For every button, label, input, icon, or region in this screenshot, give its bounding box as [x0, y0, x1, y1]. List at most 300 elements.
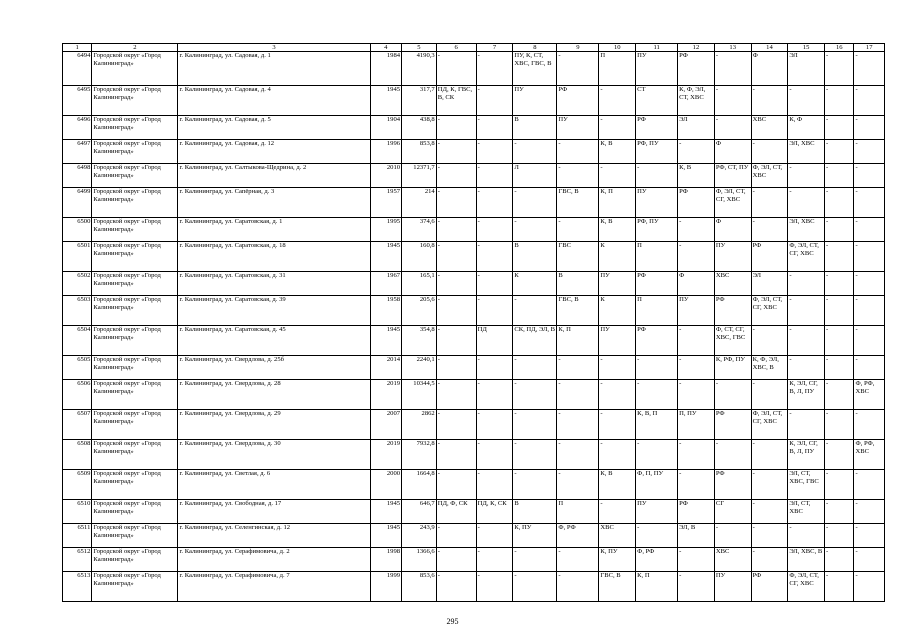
- table-cell: 438,8: [402, 116, 437, 140]
- table-cell: 1945: [370, 500, 401, 524]
- table-cell: -: [599, 500, 636, 524]
- table-cell: К, Ф, ЭЛ, ХВС, В: [751, 356, 788, 380]
- table-cell: г. Калининград, ул. Садовая, д. 4: [178, 86, 370, 116]
- table-cell: г. Калининград, ул. Свердлова, д. 28: [178, 380, 370, 410]
- table-cell: ПУ, К, СТ, ХВС, ГВС, В: [513, 52, 557, 86]
- table-cell: Городской округ «Город Калининград»: [92, 572, 178, 602]
- table-cell: ЭЛ, ХВС, В: [788, 548, 825, 572]
- table-cell: 6513: [63, 572, 92, 602]
- table-cell: 1904: [370, 116, 401, 140]
- table-cell: Ф: [714, 218, 751, 242]
- table-cell: -: [636, 356, 678, 380]
- table-cell: г. Калининград, ул. Свердлова, д. 30: [178, 440, 370, 470]
- table-cell: 6510: [63, 500, 92, 524]
- table-cell: -: [714, 380, 751, 410]
- table-cell: 6501: [63, 242, 92, 272]
- table-cell: РФ: [557, 86, 599, 116]
- table-cell: Ф, РФ: [636, 548, 678, 572]
- page-number: 295: [446, 617, 459, 626]
- table-cell: В: [513, 116, 557, 140]
- table-cell: П: [557, 500, 599, 524]
- table-cell: Ф, РФ, ХВС: [854, 440, 885, 470]
- table-cell: 6508: [63, 440, 92, 470]
- table-cell: -: [557, 470, 599, 500]
- table-cell: -: [854, 164, 885, 188]
- table-row: [63, 296, 885, 326]
- table-cell: Ф, ЭЛ, СТ, ХВС: [751, 164, 788, 188]
- table-cell: 1957: [370, 188, 401, 218]
- register-table: [62, 43, 885, 602]
- table-cell: 2007: [370, 410, 401, 440]
- table-cell: -: [476, 380, 513, 410]
- table-cell: -: [854, 296, 885, 326]
- table-cell: К, В: [599, 218, 636, 242]
- table-cell: ГВС, В: [557, 188, 599, 218]
- table-cell: -: [678, 440, 715, 470]
- table-row: [63, 242, 885, 272]
- table-cell: -: [436, 272, 476, 296]
- table-cell: -: [825, 52, 854, 86]
- table-cell: ЭЛ: [751, 272, 788, 296]
- table-cell: 6507: [63, 410, 92, 440]
- table-cell: ПУ: [636, 52, 678, 86]
- table-cell: 243,9: [402, 524, 437, 548]
- table-row: [63, 272, 885, 296]
- table-cell: 2010: [370, 164, 401, 188]
- table-cell: ПД, Ф, СК: [436, 500, 476, 524]
- table-cell: ЭЛ, ХВС: [788, 140, 825, 164]
- table-cell: 1945: [370, 326, 401, 356]
- table-cell: Городской округ «Город Калининград»: [92, 440, 178, 470]
- table-cell: -: [825, 356, 854, 380]
- table-cell: -: [513, 296, 557, 326]
- table-cell: В: [513, 500, 557, 524]
- table-cell: П: [636, 242, 678, 272]
- table-cell: ГВС, В: [557, 296, 599, 326]
- table-cell: -: [599, 116, 636, 140]
- table-row: [63, 572, 885, 602]
- column-number: 15: [788, 44, 825, 52]
- table-cell: -: [513, 548, 557, 572]
- table-cell: Городской округ «Город Калининград»: [92, 140, 178, 164]
- table-cell: РФ, ПУ: [636, 218, 678, 242]
- table-cell: 1996: [370, 140, 401, 164]
- table-cell: -: [636, 524, 678, 548]
- table-cell: 6494: [63, 52, 92, 86]
- table-cell: г. Калининград, ул. Свердлова, д. 29: [178, 410, 370, 440]
- column-number: 17: [854, 44, 885, 52]
- table-cell: 7932,8: [402, 440, 437, 470]
- table-cell: -: [788, 356, 825, 380]
- table-cell: РФ: [714, 296, 751, 326]
- table-cell: П: [599, 52, 636, 86]
- table-cell: -: [854, 470, 885, 500]
- table-cell: -: [476, 470, 513, 500]
- table-cell: 1664,8: [402, 470, 437, 500]
- table-cell: -: [854, 140, 885, 164]
- table-cell: -: [513, 380, 557, 410]
- table-cell: -: [825, 440, 854, 470]
- table-row: [63, 116, 885, 140]
- table-cell: В: [557, 272, 599, 296]
- table-cell: -: [714, 524, 751, 548]
- table-cell: -: [599, 356, 636, 380]
- table-cell: -: [476, 356, 513, 380]
- table-cell: -: [476, 116, 513, 140]
- table-cell: -: [436, 548, 476, 572]
- table-cell: ХВС: [751, 116, 788, 140]
- table-cell: -: [599, 86, 636, 116]
- table-cell: -: [825, 242, 854, 272]
- table-cell: г. Калининград, ул. Саратовская, д. 1: [178, 218, 370, 242]
- table-cell: -: [825, 218, 854, 242]
- table-cell: ПД: [476, 326, 513, 356]
- table-cell: г. Калининград, ул. Свердлова, д. 25б: [178, 356, 370, 380]
- table-cell: -: [854, 500, 885, 524]
- table-cell: 6512: [63, 548, 92, 572]
- table-cell: -: [513, 572, 557, 602]
- table-row: [63, 524, 885, 548]
- table-cell: -: [557, 548, 599, 572]
- table-cell: -: [476, 52, 513, 86]
- table-cell: ХВС: [714, 548, 751, 572]
- table-cell: -: [476, 272, 513, 296]
- table-cell: -: [825, 548, 854, 572]
- table-cell: -: [788, 410, 825, 440]
- table-cell: -: [678, 356, 715, 380]
- table-cell: 1998: [370, 548, 401, 572]
- table-cell: -: [825, 116, 854, 140]
- table-cell: -: [476, 242, 513, 272]
- table-cell: Городской округ «Город Калининград»: [92, 356, 178, 380]
- table-cell: СТ: [636, 86, 678, 116]
- table-cell: -: [854, 218, 885, 242]
- table-cell: -: [678, 326, 715, 356]
- table-cell: -: [788, 188, 825, 218]
- table-cell: Ф, СТ, СГ, ХВС, ГВС: [714, 326, 751, 356]
- table-cell: г. Калининград, ул. Садовая, д. 1: [178, 52, 370, 86]
- table-cell: -: [751, 140, 788, 164]
- table-cell: Городской округ «Город Калининград»: [92, 188, 178, 218]
- table-cell: ПД, К, СК: [476, 500, 513, 524]
- table-cell: -: [854, 272, 885, 296]
- table-cell: РФ: [636, 326, 678, 356]
- column-number: 9: [557, 44, 599, 52]
- table-cell: -: [636, 164, 678, 188]
- table-cell: -: [854, 242, 885, 272]
- table-cell: -: [678, 548, 715, 572]
- table-cell: -: [476, 572, 513, 602]
- table-cell: Ф: [714, 140, 751, 164]
- table-cell: 853,6: [402, 572, 437, 602]
- table-cell: -: [788, 272, 825, 296]
- table-cell: -: [557, 380, 599, 410]
- table-cell: 2019: [370, 380, 401, 410]
- table-cell: г. Калининград, ул. Сапёрная, д. 3: [178, 188, 370, 218]
- table-cell: К, Ф: [788, 116, 825, 140]
- table-cell: -: [476, 140, 513, 164]
- table-cell: РФ: [678, 500, 715, 524]
- table-cell: Городской округ «Город Калининград»: [92, 272, 178, 296]
- table-cell: -: [557, 218, 599, 242]
- table-cell: -: [436, 52, 476, 86]
- table-cell: 1967: [370, 272, 401, 296]
- table-cell: -: [788, 296, 825, 326]
- table-row: [63, 326, 885, 356]
- table-cell: -: [436, 218, 476, 242]
- table-cell: 2019: [370, 440, 401, 470]
- table-cell: -: [751, 86, 788, 116]
- table-cell: 6511: [63, 524, 92, 548]
- table-cell: К, В: [599, 140, 636, 164]
- table-cell: ПУ: [714, 572, 751, 602]
- table-cell: ПУ: [636, 500, 678, 524]
- table-cell: Городской округ «Город Калининград»: [92, 524, 178, 548]
- table-cell: -: [825, 272, 854, 296]
- table-cell: -: [825, 410, 854, 440]
- table-cell: -: [714, 86, 751, 116]
- table-cell: Городской округ «Город Калининград»: [92, 296, 178, 326]
- table-cell: г. Калининград, ул. Садовая, д. 12: [178, 140, 370, 164]
- table-cell: ЭЛ, ХВС: [788, 218, 825, 242]
- table-cell: -: [714, 52, 751, 86]
- table-cell: -: [557, 410, 599, 440]
- table-cell: РФ: [636, 272, 678, 296]
- table-cell: ПУ: [678, 296, 715, 326]
- table-cell: 12371,7: [402, 164, 437, 188]
- table-cell: К: [513, 272, 557, 296]
- table-cell: 6502: [63, 272, 92, 296]
- table-cell: -: [476, 440, 513, 470]
- table-cell: Ф, П, ПУ: [636, 470, 678, 500]
- table-cell: -: [557, 52, 599, 86]
- table-cell: г. Калининград, ул. Серафимовича, д. 7: [178, 572, 370, 602]
- table-cell: 2000: [370, 470, 401, 500]
- table-cell: -: [854, 410, 885, 440]
- table-cell: 6504: [63, 326, 92, 356]
- table-cell: 2014: [370, 356, 401, 380]
- table-cell: -: [854, 548, 885, 572]
- table-cell: РФ: [678, 188, 715, 218]
- table-cell: К, В, П: [636, 410, 678, 440]
- table-cell: -: [714, 440, 751, 470]
- table-cell: -: [557, 140, 599, 164]
- table-row: [63, 188, 885, 218]
- table-row: [63, 164, 885, 188]
- table-cell: П: [636, 296, 678, 326]
- table-cell: Городской округ «Город Калининград»: [92, 326, 178, 356]
- table-cell: 214: [402, 188, 437, 218]
- table-cell: ХВС: [599, 524, 636, 548]
- table-cell: -: [476, 548, 513, 572]
- table-cell: -: [751, 218, 788, 242]
- table-cell: г. Калининград, ул. Свободная, д. 17: [178, 500, 370, 524]
- table-cell: 4190,3: [402, 52, 437, 86]
- table-cell: ЭЛ, СТ, ХВС: [788, 500, 825, 524]
- table-cell: ЭЛ, СТ, ХВС, ГВС: [788, 470, 825, 500]
- table-cell: -: [751, 500, 788, 524]
- table-cell: Городской округ «Город Калининград»: [92, 410, 178, 440]
- table-cell: -: [825, 380, 854, 410]
- table-cell: 6496: [63, 116, 92, 140]
- table-cell: ПУ: [714, 242, 751, 272]
- table-cell: -: [436, 326, 476, 356]
- table-cell: -: [678, 470, 715, 500]
- table-cell: ЭЛ: [788, 52, 825, 86]
- table-cell: ХВС: [714, 272, 751, 296]
- table-cell: -: [513, 356, 557, 380]
- table-cell: -: [599, 440, 636, 470]
- table-cell: 6495: [63, 86, 92, 116]
- table-cell: К: [599, 242, 636, 272]
- table-cell: -: [825, 296, 854, 326]
- table-cell: 374,6: [402, 218, 437, 242]
- table-row: [63, 52, 885, 86]
- table-cell: Городской округ «Город Калининград»: [92, 218, 178, 242]
- column-number: 1: [63, 44, 92, 52]
- table-cell: 165,1: [402, 272, 437, 296]
- table-cell: РФ, ПУ: [636, 140, 678, 164]
- table-cell: -: [476, 524, 513, 548]
- column-number: 2: [92, 44, 178, 52]
- table-cell: -: [436, 140, 476, 164]
- table-cell: -: [436, 440, 476, 470]
- table-cell: К, ЭЛ, СГ, В, Л, ПУ: [788, 380, 825, 410]
- table-cell: Городской округ «Город Калининград»: [92, 500, 178, 524]
- table-cell: 354,8: [402, 326, 437, 356]
- table-cell: -: [854, 86, 885, 116]
- table-cell: -: [788, 524, 825, 548]
- table-cell: Городской округ «Город Калининград»: [92, 548, 178, 572]
- table-cell: -: [636, 440, 678, 470]
- table-cell: 317,7: [402, 86, 437, 116]
- table-cell: -: [678, 242, 715, 272]
- table-cell: К, РФ, ПУ: [714, 356, 751, 380]
- column-number: 5: [402, 44, 437, 52]
- table-cell: г. Калининград, ул. Светлая, д. 6: [178, 470, 370, 500]
- table-cell: г. Калининград, ул. Селенгинская, д. 12: [178, 524, 370, 548]
- table-cell: -: [678, 572, 715, 602]
- table-cell: К, П: [599, 188, 636, 218]
- table-cell: -: [476, 86, 513, 116]
- table-cell: ПУ: [599, 326, 636, 356]
- table-cell: К, П: [557, 326, 599, 356]
- table-cell: -: [825, 188, 854, 218]
- table-cell: -: [825, 140, 854, 164]
- table-cell: -: [788, 326, 825, 356]
- table-row: [63, 140, 885, 164]
- table-cell: -: [436, 188, 476, 218]
- table-cell: -: [436, 470, 476, 500]
- table-cell: г. Калининград, ул. Саратовская, д. 18: [178, 242, 370, 272]
- table-cell: -: [751, 470, 788, 500]
- table-cell: П, ПУ: [678, 410, 715, 440]
- table-cell: 6497: [63, 140, 92, 164]
- table-cell: -: [476, 188, 513, 218]
- table-cell: -: [436, 242, 476, 272]
- table-cell: РФ: [714, 470, 751, 500]
- table-cell: -: [513, 410, 557, 440]
- column-number: 7: [476, 44, 513, 52]
- table-cell: Л: [513, 164, 557, 188]
- table-cell: РФ: [714, 410, 751, 440]
- column-number: 8: [513, 44, 557, 52]
- table-cell: 646,7: [402, 500, 437, 524]
- table-cell: Ф, ЭЛ, СТ, СГ, ХВС: [714, 188, 751, 218]
- table-cell: -: [436, 380, 476, 410]
- table-cell: -: [825, 524, 854, 548]
- table-cell: В: [513, 242, 557, 272]
- table-cell: -: [825, 86, 854, 116]
- table-cell: -: [436, 116, 476, 140]
- table-cell: -: [476, 218, 513, 242]
- table-cell: ГВС, В: [599, 572, 636, 602]
- table-cell: -: [599, 164, 636, 188]
- table-cell: -: [513, 470, 557, 500]
- table-cell: -: [436, 296, 476, 326]
- column-number: 11: [636, 44, 678, 52]
- table-cell: -: [825, 164, 854, 188]
- table-row: [63, 548, 885, 572]
- table-cell: ЭЛ: [678, 116, 715, 140]
- table-cell: -: [436, 164, 476, 188]
- table-cell: -: [678, 218, 715, 242]
- table-cell: -: [476, 164, 513, 188]
- table-cell: К: [599, 296, 636, 326]
- table-cell: г. Калининград, ул. Саратовская, д. 45: [178, 326, 370, 356]
- table-cell: РФ: [751, 242, 788, 272]
- column-number: 10: [599, 44, 636, 52]
- table-cell: -: [854, 52, 885, 86]
- table-cell: г. Калининград, ул. Саратовская, д. 39: [178, 296, 370, 326]
- table-cell: -: [788, 86, 825, 116]
- table-cell: ПУ: [636, 188, 678, 218]
- table-cell: -: [825, 326, 854, 356]
- table-cell: -: [751, 524, 788, 548]
- table-row: [63, 410, 885, 440]
- table-cell: ПУ: [557, 116, 599, 140]
- table-cell: Ф, ЭЛ, СТ, СГ, ХВС: [751, 410, 788, 440]
- table-cell: Городской округ «Город Калининград»: [92, 164, 178, 188]
- table-cell: ПУ: [513, 86, 557, 116]
- table-cell: -: [513, 188, 557, 218]
- table-cell: Ф: [678, 272, 715, 296]
- table-cell: Ф, ЭЛ, СТ, СГ, ХВС: [751, 296, 788, 326]
- table-cell: К, Ф, ЭЛ, СТ, ХВС: [678, 86, 715, 116]
- table-cell: 6498: [63, 164, 92, 188]
- table-cell: Ф, ЭЛ, СТ, СГ, ХВС: [788, 242, 825, 272]
- table-cell: К, ПУ: [599, 548, 636, 572]
- column-number: 16: [825, 44, 854, 52]
- column-number: 3: [178, 44, 370, 52]
- column-number: 14: [751, 44, 788, 52]
- table-cell: Городской округ «Город Калининград»: [92, 86, 178, 116]
- table-cell: -: [636, 380, 678, 410]
- table-cell: 2862: [402, 410, 437, 440]
- table-cell: г. Калининград, ул. Салтыкова-Щедрина, д. 2: [178, 164, 370, 188]
- table-cell: К, ЭЛ, СГ, В, Л, ПУ: [788, 440, 825, 470]
- table-cell: РФ: [751, 572, 788, 602]
- table-cell: -: [751, 326, 788, 356]
- table-cell: К, В: [678, 164, 715, 188]
- table-cell: -: [476, 410, 513, 440]
- table-cell: Ф, РФ, ХВС: [854, 380, 885, 410]
- table-cell: -: [678, 140, 715, 164]
- table-cell: -: [714, 116, 751, 140]
- table-cell: 1366,6: [402, 548, 437, 572]
- table-cell: -: [476, 296, 513, 326]
- table-cell: г. Калининград, ул. Садовая, д. 5: [178, 116, 370, 140]
